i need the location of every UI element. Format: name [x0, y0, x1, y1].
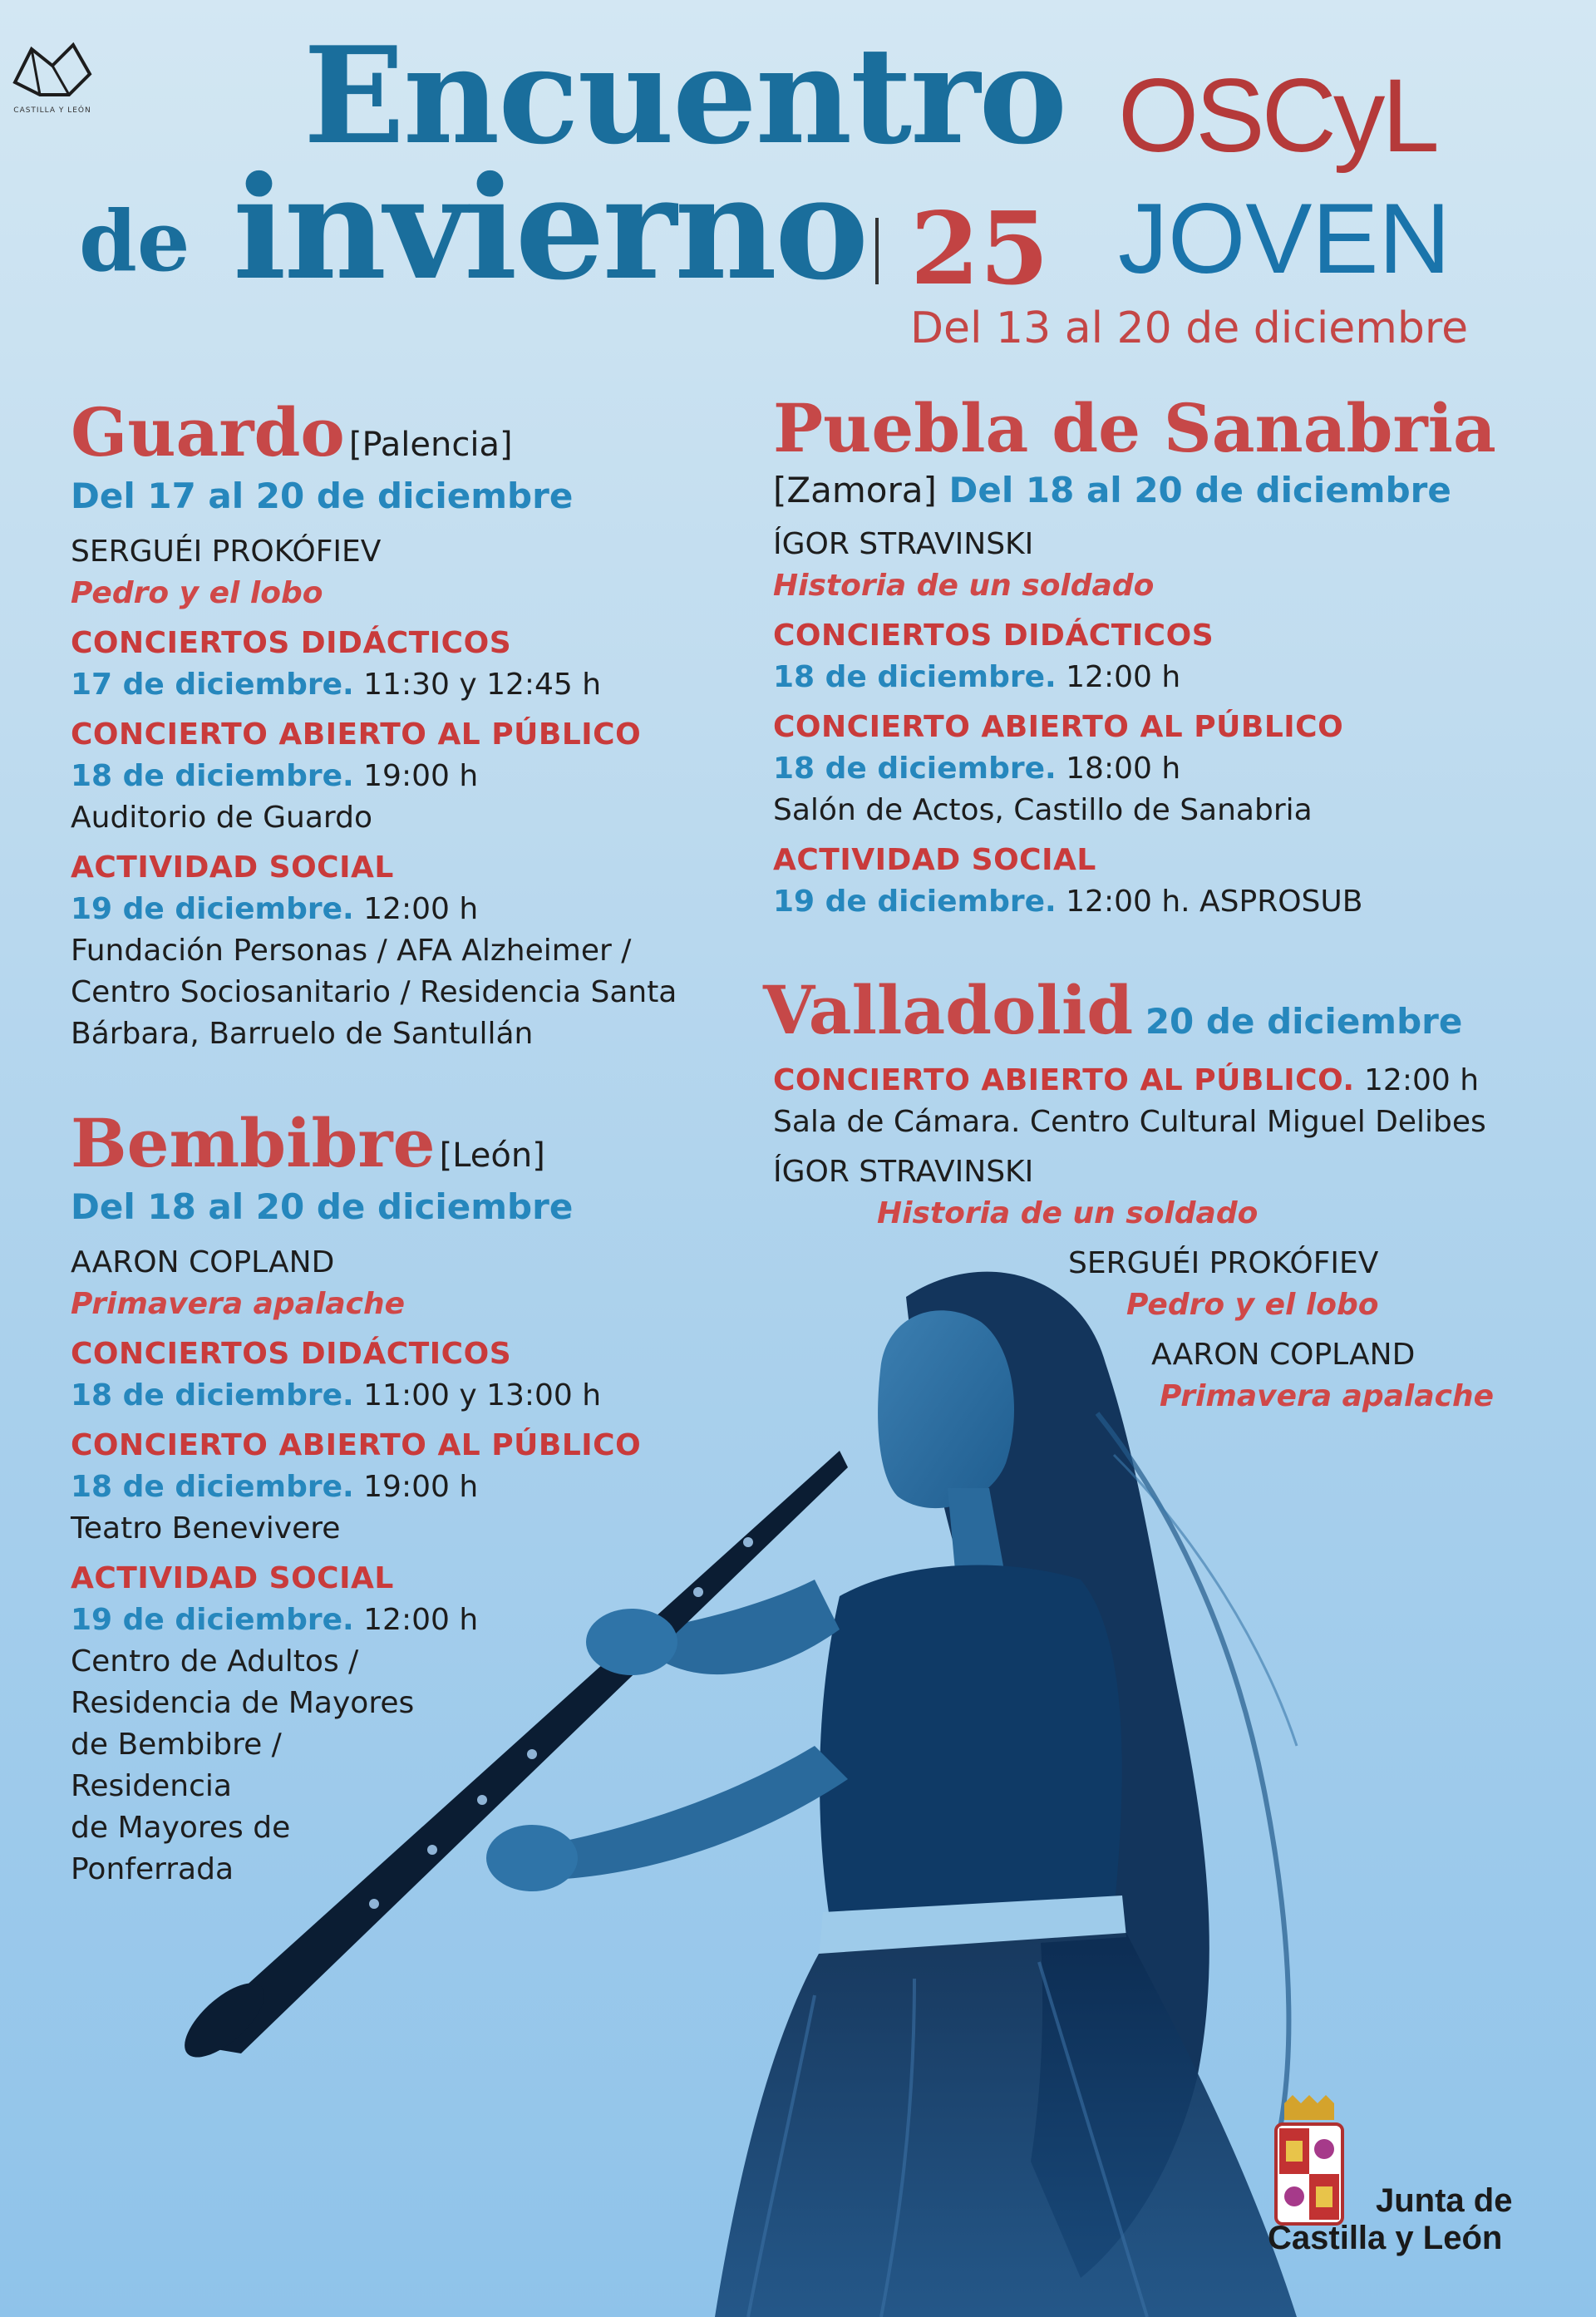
public-time-valladolid: 12:00 h: [1354, 1063, 1480, 1097]
social-venue-bembibre-4: Residencia: [71, 1769, 232, 1803]
didactic-date-puebla: 18 de diciembre.: [773, 660, 1057, 694]
social-venue-bembibre-2: Residencia de Mayores: [71, 1686, 415, 1720]
label-social-guardo: ACTIVIDAD SOCIAL: [71, 850, 394, 885]
composer-guardo: SERGUÉI PROKÓFIEV: [71, 535, 382, 569]
social-time-bembibre: 12:00 h: [353, 1603, 479, 1637]
didactic-time-bembibre: 11:00 y 13:00 h: [353, 1378, 602, 1412]
junta-logo: [1268, 2095, 1584, 2261]
label-social-puebla: ACTIVIDAD SOCIAL: [773, 843, 1096, 877]
label-social-bembibre: ACTIVIDAD SOCIAL: [71, 1561, 394, 1595]
public-time-bembibre: 19:00 h: [353, 1470, 479, 1504]
composer-bembibre: AARON COPLAND: [71, 1245, 335, 1279]
public-date-puebla: 18 de diciembre.: [773, 752, 1057, 786]
label-didactic-puebla: CONCIERTOS DIDÁCTICOS: [773, 619, 1214, 653]
social-date-puebla: 19 de diciembre.: [773, 885, 1057, 919]
public-venue-valladolid: Sala de Cámara. Centro Cultural Miguel Delibes: [773, 1105, 1486, 1139]
public-time-puebla: 18:00 h: [1056, 752, 1181, 786]
dates-valladolid: 20 de diciembre: [1133, 1001, 1463, 1042]
didactic-date-guardo: 17 de diciembre.: [71, 668, 354, 702]
social-date-guardo: 19 de diciembre.: [71, 892, 354, 926]
didactic-date-bembibre: 18 de diciembre.: [71, 1378, 354, 1412]
title-year: 25: [910, 190, 1049, 308]
section-valladolid: [773, 1060, 1571, 1417]
brand-joven: JOVEN: [1118, 183, 1451, 294]
label-public-bembibre: CONCIERTO ABIERTO AL PÚBLICO: [71, 1428, 642, 1462]
social-venue-bembibre-6: Ponferrada: [71, 1852, 234, 1886]
didactic-time-guardo: 11:30 y 12:45 h: [353, 668, 602, 702]
social-date-bembibre: 19 de diciembre.: [71, 1603, 354, 1637]
social-time-puebla: 12:00 h. ASPROSUB: [1056, 885, 1363, 919]
didactic-time-puebla: 12:00 h: [1056, 660, 1181, 694]
dates-guardo: Del 17 al 20 de diciembre: [71, 476, 574, 516]
province-puebla: [Zamora]: [773, 470, 937, 510]
festival-date-range: Del 13 al 20 de diciembre: [910, 303, 1469, 353]
label-didactic-bembibre: CONCIERTOS DIDÁCTICOS: [71, 1337, 512, 1371]
work-valladolid-1: Historia de un soldado: [877, 1196, 1259, 1230]
city-puebla: Puebla de Sanabria: [773, 389, 1496, 467]
label-public-guardo: CONCIERTO ABIERTO AL PÚBLICO: [71, 717, 642, 752]
public-date-guardo: 18 de diciembre.: [71, 759, 354, 793]
section-puebla-de-sanabria: [773, 391, 1571, 923]
title-encuentro: Encuentro: [303, 17, 1066, 174]
province-bembibre: [León]: [439, 1136, 545, 1175]
label-didactic-guardo: CONCIERTOS DIDÁCTICOS: [71, 626, 512, 660]
section-guardo: [71, 395, 736, 1055]
social-time-guardo: 12:00 h: [353, 892, 479, 926]
valladolid-heading: [763, 973, 1462, 1048]
public-venue-bembibre: Teatro Benevivere: [71, 1511, 341, 1545]
title-invierno: invierno: [233, 145, 867, 312]
social-venue-guardo-3: Bárbara, Barruelo de Santullán: [71, 1017, 534, 1051]
public-time-guardo: 19:00 h: [353, 759, 479, 793]
title-de: de: [79, 192, 190, 290]
public-venue-guardo: Auditorio de Guardo: [71, 801, 372, 835]
work-valladolid-2: Pedro y el lobo: [1126, 1288, 1379, 1322]
composer-valladolid-3: AARON COPLAND: [1151, 1338, 1416, 1372]
public-venue-puebla: Salón de Actos, Castillo de Sanabria: [773, 793, 1313, 827]
title-divider: [875, 218, 879, 284]
logo-caption: CASTILLA Y LEÓN: [13, 106, 91, 115]
dates-bembibre: Del 18 al 20 de diciembre: [71, 1186, 574, 1227]
work-valladolid-3: Primavera apalache: [1160, 1379, 1495, 1413]
junta-line1: Junta de: [1376, 2182, 1513, 2219]
junta-line2: Castilla y León: [1268, 2220, 1503, 2256]
label-public-valladolid: CONCIERTO ABIERTO AL PÚBLICO.: [773, 1063, 1355, 1097]
social-venue-bembibre-5: de Mayores de: [71, 1811, 291, 1845]
work-puebla: Historia de un soldado: [773, 569, 1155, 603]
city-bembibre: Bembibre: [71, 1104, 436, 1182]
province-guardo: [Palencia]: [348, 426, 513, 464]
section-bembibre: [71, 1106, 653, 1891]
castle-logo-icon: [7, 37, 98, 103]
label-public-puebla: CONCIERTO ABIERTO AL PÚBLICO: [773, 710, 1344, 744]
city-guardo: Guardo: [71, 393, 345, 471]
composer-puebla: ÍGOR STRAVINSKI: [773, 527, 1034, 561]
social-venue-bembibre-3: de Bembibre /: [71, 1728, 282, 1762]
work-bembibre: Primavera apalache: [71, 1287, 406, 1321]
social-venue-bembibre-1: Centro de Adultos /: [71, 1644, 359, 1679]
work-guardo: Pedro y el lobo: [71, 576, 323, 610]
brand-oscyl: OSCyL: [1118, 58, 1436, 174]
social-venue-guardo-1: Fundación Personas / AFA Alzheimer /: [71, 934, 632, 968]
city-valladolid: Valladolid: [763, 971, 1134, 1049]
castilla-leon-logo: [7, 37, 98, 115]
social-venue-guardo-2: Centro Sociosanitario / Residencia Santa: [71, 975, 677, 1009]
composer-valladolid-1: ÍGOR STRAVINSKI: [773, 1155, 1034, 1189]
composer-valladolid-2: SERGUÉI PROKÓFIEV: [1068, 1246, 1379, 1280]
public-date-bembibre: 18 de diciembre.: [71, 1470, 354, 1504]
dates-puebla: Del 18 al 20 de diciembre: [936, 470, 1451, 510]
